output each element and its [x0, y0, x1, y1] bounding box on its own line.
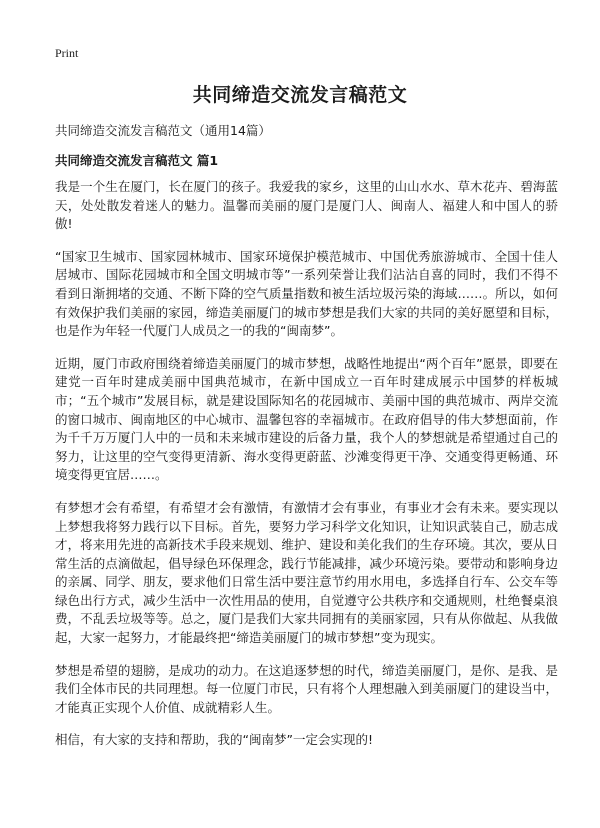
paragraph-6: 相信，有大家的支持和帮助，我的“闽南梦”一定会实现的!: [55, 732, 373, 748]
document-subtitle: 共同缔造交流发言稿范文（通用14篇）: [55, 123, 271, 138]
document-body: [55, 178, 558, 764]
section-heading: 共同缔造交流发言稿范文 篇1: [55, 153, 219, 168]
paragraph-5: 梦想是希望的翅膀，是成功的动力。在这追逐梦想的时代，缔造美丽厦门，是你、是我、是我们全体市民的共同理想。每一位厦门市民，只有将个人理想融入到美丽厦门的建设当中，才能真正实现个人价值、成就精彩人生。: [55, 662, 558, 715]
print-link[interactable]: Print: [55, 46, 79, 60]
paragraph-4: 有梦想才会有希望，有希望才会有激情，有激情才会有事业，有事业才会有未来。要实现以上梦想我将努力践行以下目标。首先，要努力学习科学文化知识，让知识武装自己，励志成才，将来用先进的高新技术手段来规划、维护、建设和美化我们的生存环境。其次，要从日常生活的点滴做起，倡导绿色环保理念，践行节能减排，减少环境污染。要带动和影响身边的亲属、同学、朋友，要求他们日常生活中要注意节约用水用电，多选择自行车、公交车等绿色出行方式，减少生活中一次性用品的使用，自觉遵守公共秩序和交通规则，杜绝餐桌浪费，不乱丢垃圾等等。总之，厦门是我们大家共同拥有的美丽家园，只有从你做起、从我做起，大家一起努力，才能最终把“缔造美丽厦门的城市梦想”变为现实。: [55, 499, 558, 646]
paragraph-1: 我是一个生在厦门，长在厦门的孩子。我爱我的家乡，这里的山山水水、草木花卉、碧海蓝天，处处散发着迷人的魅力。温馨而美丽的厦门是厦门人、闽南人、福建人和中国人的骄傲!: [55, 179, 558, 232]
document-title: 共同缔造交流发言稿范文: [192, 84, 408, 106]
paragraph-3: 近期，厦门市政府围绕着缔造美丽厦门的城市梦想，战略性地提出“两个百年”愿景，即要在建党一百年时建成美丽中国典范城市，在新中国成立一百年时建成展示中国梦的样板城市；“五个城市”发展目标，就是建设国际知名的花园城市、美丽中国的典范城市、两岸交流的窗口城市、闽南地区的中心城市、温馨包容的幸福城市。在政府倡导的伟大梦想面前，作为千千万万厦门人中的一员和未来城市建设的后备力量，我个人的梦想就是希望通过自己的努力，让这里的空气变得更清新、海水变得更蔚蓝、沙滩变得更干净、交通变得更畅通、环境变得更宜居……。: [55, 355, 558, 483]
paragraph-2: “国家卫生城市、国家园林城市、国家环境保护模范城市、中国优秀旅游城市、全国十佳人居城市、国际花园城市和全国文明城市等”一系列荣誉让我们沾沾自喜的同时，我们不得不看到日渐拥堵的交通、不断下降的空气质量指数和被生活垃圾污染的海域……。所以，如何有效保护我们美丽的家园，缔造美丽厦门的城市梦想是我们大家的共同的美好愿望和目标，也是作为年轻一代厦门人成员之一的我的“闽南梦”。: [55, 248, 558, 339]
